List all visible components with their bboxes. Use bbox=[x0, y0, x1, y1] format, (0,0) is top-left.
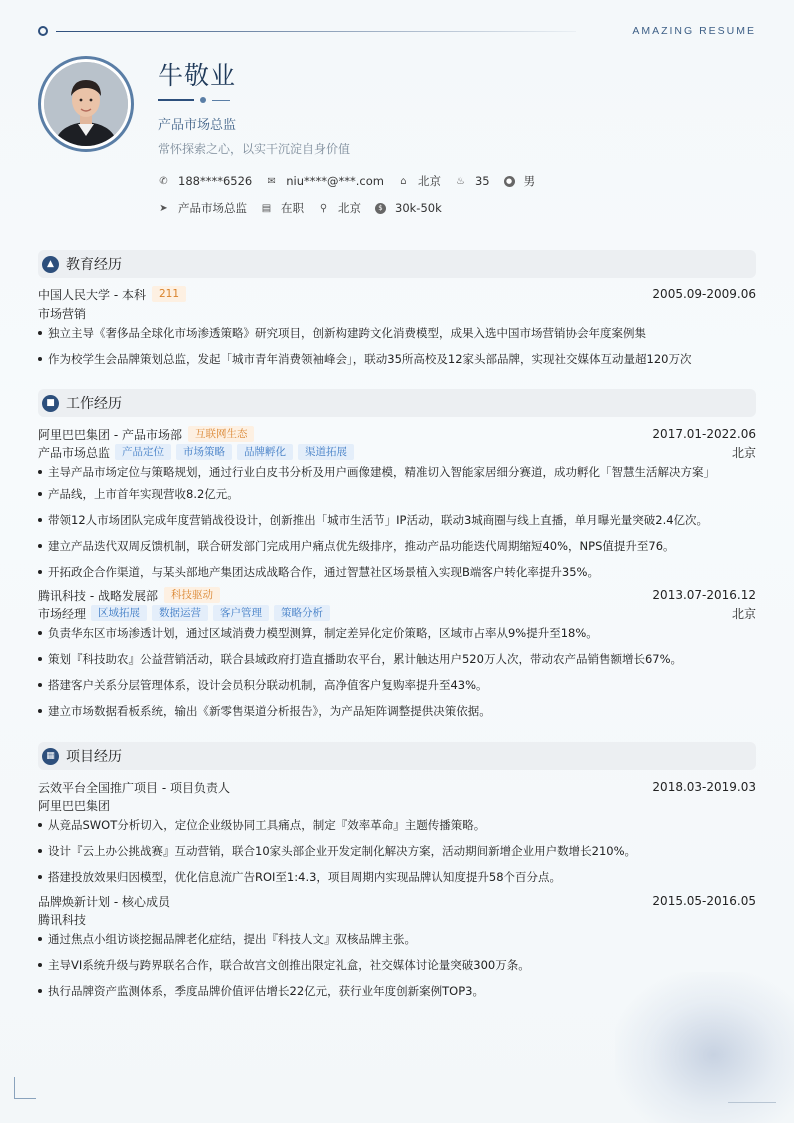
section-title: 教育经历 bbox=[66, 257, 122, 273]
list-item: 通过焦点小组访谈挖掘品牌老化症结，提出『科技人文』双核品牌主张。 bbox=[38, 928, 756, 950]
school-name: 中国人民大学 - 本科 bbox=[38, 287, 146, 302]
job-title: 产品市场总监 bbox=[158, 118, 237, 133]
project-org-line bbox=[38, 910, 756, 928]
company-name: 腾讯科技 - 战略发展部 bbox=[38, 588, 158, 603]
skill-tag: 渠道拓展 bbox=[298, 444, 354, 460]
job-role-line bbox=[38, 604, 756, 622]
job-city: 北京 bbox=[731, 445, 756, 460]
motto: 常怀探索之心，以实干沉淀自身价值 bbox=[158, 142, 351, 156]
email-text: niu****@***.com bbox=[286, 174, 384, 188]
phone-icon: ✆ bbox=[159, 175, 168, 187]
major: 市场营销 bbox=[38, 306, 87, 321]
brand-label: AMAZING RESUME bbox=[632, 25, 756, 37]
grid-icon: ▦ bbox=[42, 748, 59, 765]
project-org: 阿里巴巴集团 bbox=[38, 798, 111, 813]
corner-ornament bbox=[14, 1077, 36, 1099]
industry-tag: 互联网生态 bbox=[188, 426, 255, 442]
phone-info bbox=[158, 174, 252, 188]
project-org: 腾讯科技 bbox=[38, 912, 87, 927]
list-item: 从竞品SWOT分析切入，定位企业级协同工具痛点，制定『效率革命』主题传播策略。 bbox=[38, 814, 756, 836]
job-entry-header bbox=[38, 586, 756, 604]
footer-line-ornament bbox=[728, 1102, 776, 1103]
list-item: 主导产品市场定位与策略规划，通过行业白皮书分析及用户画像建模，精准切入智能家居细分赛道，成功孵化「智慧生活解决方案」 bbox=[38, 461, 756, 483]
list-item: 搭建客户关系分层管理体系，设计会员积分联动机制，高净值客户复购率提升至43%。 bbox=[38, 674, 756, 696]
candidate-name: 牛敬业 bbox=[158, 61, 237, 90]
skill-tag: 产品定位 bbox=[115, 444, 171, 460]
cake-icon: ♨ bbox=[455, 175, 465, 187]
intended-city-text: 北京 bbox=[338, 201, 361, 215]
briefcase-icon: ■ bbox=[42, 395, 59, 412]
intended-position-text: 产品市场总监 bbox=[178, 201, 247, 215]
school-tag: 211 bbox=[152, 286, 186, 302]
project-entry-header bbox=[38, 778, 756, 796]
job-intention-row bbox=[158, 200, 456, 216]
name-underline-decoration bbox=[158, 96, 238, 104]
job-entry-header bbox=[38, 425, 756, 443]
section-title: 项目经历 bbox=[66, 749, 122, 765]
background-blur-decoration bbox=[615, 972, 794, 1123]
gender-info bbox=[504, 173, 536, 189]
list-item: 搭建投放效果归因模型，优化信息流广告ROI至1:4.3，项目周期内实现品牌认知度提升58个百分点。 bbox=[38, 866, 756, 888]
list-item: 执行品牌资产监测体系，季度品牌价值评估增长22亿元，获行业年度创新案例TOP3。 bbox=[38, 980, 756, 1002]
list-item: 主导VI系统升级与跨界联名合作，联合故宫文创推出限定礼盒，社交媒体讨论量突破300万条。 bbox=[38, 954, 756, 976]
age-info bbox=[455, 174, 490, 188]
education-date: 2005.09-2009.06 bbox=[652, 287, 756, 301]
skill-tag: 市场策略 bbox=[176, 444, 232, 460]
job-role-line bbox=[38, 443, 756, 461]
section-title: 工作经历 bbox=[66, 396, 122, 412]
briefcase-icon: ▤ bbox=[261, 202, 272, 214]
money-icon: $ bbox=[375, 203, 386, 214]
education-entry-header bbox=[38, 285, 756, 303]
avatar-frame bbox=[38, 56, 134, 152]
section-work bbox=[38, 389, 756, 417]
skill-tag: 数据运营 bbox=[152, 605, 208, 621]
gender-icon: ● bbox=[504, 176, 515, 187]
intended-city-info bbox=[318, 200, 361, 216]
education-major-line bbox=[38, 304, 756, 322]
project-name: 品牌焕新计划 - 核心成员 bbox=[38, 894, 170, 909]
job-date: 2017.01-2022.06 bbox=[652, 427, 756, 441]
project-date: 2018.03-2019.03 bbox=[652, 780, 756, 794]
location-icon: ⚲ bbox=[319, 202, 328, 214]
skill-tag: 品牌孵化 bbox=[237, 444, 293, 460]
job-date: 2013.07-2016.12 bbox=[652, 588, 756, 602]
list-item: 独立主导《奢侈品全球化市场渗透策略》研究项目，创新构建跨文化消费模型，成果入选中国市场营销协会年度案例集 bbox=[38, 322, 756, 344]
list-item: 开拓政企合作渠道，与某头部地产集团达成战略合作，通过智慧社区场景植入实现B端客户转化率提升35%。 bbox=[38, 561, 756, 583]
project-org-line bbox=[38, 796, 756, 814]
hometown-text: 北京 bbox=[417, 174, 441, 188]
list-item: 作为校学生会品牌策划总监，发起「城市青年消费领袖峰会」，联动35所高校及12家头部品牌，实现社交媒体互动量超120万次 bbox=[38, 348, 756, 370]
gender-text: 男 bbox=[523, 174, 536, 188]
list-item: 策划『科技助农』公益营销活动，联合县域政府打造直播助农平台，累计触达用户520万人次，带动农产品销售额增长67%。 bbox=[38, 648, 756, 670]
ring-ornament bbox=[38, 26, 48, 36]
salary-info bbox=[375, 201, 442, 215]
skill-tag: 策略分析 bbox=[274, 605, 330, 621]
section-education bbox=[38, 250, 756, 278]
contact-info-row bbox=[158, 173, 549, 189]
send-icon: ➤ bbox=[159, 202, 168, 214]
mail-icon: ✉ bbox=[267, 175, 276, 187]
job-role: 市场经理 bbox=[38, 606, 87, 621]
avatar bbox=[44, 62, 128, 146]
job-role: 产品市场总监 bbox=[38, 445, 111, 460]
project-entry-header bbox=[38, 892, 756, 910]
list-item: 建立市场数据看板系统，输出《新零售渠道分析报告》，为产品矩阵调整提供决策依据。 bbox=[38, 700, 756, 722]
project-name: 云效平台全国推广项目 - 项目负责人 bbox=[38, 780, 230, 795]
status-text: 在职 bbox=[281, 201, 304, 215]
list-item: 带领12人市场团队完成年度营销战役设计，创新推出「城市生活节」IP活动，联动3城商圈与线上直播，单月曝光量突破2.4亿次。 bbox=[38, 509, 756, 531]
list-item: 建立产品迭代双周反馈机制，联合研发部门完成用户痛点优先级排序，推动产品功能迭代周期缩短40%，NPS值提升至76。 bbox=[38, 535, 756, 557]
email-info bbox=[266, 174, 384, 188]
home-icon: ⌂ bbox=[400, 175, 407, 187]
job-city: 北京 bbox=[731, 606, 756, 621]
salary-text: 30k-50k bbox=[395, 201, 442, 215]
header-divider-line bbox=[56, 31, 576, 32]
company-name: 阿里巴巴集团 - 产品市场部 bbox=[38, 427, 182, 442]
list-item: 设计『云上办公挑战赛』互动营销，联合10家头部企业开发定制化解决方案，活动期间新增企业用户数增长210%。 bbox=[38, 840, 756, 862]
person-photo-icon bbox=[44, 62, 128, 146]
skill-tag: 区域拓展 bbox=[91, 605, 147, 621]
industry-tag: 科技驱动 bbox=[164, 587, 220, 603]
skill-tag: 客户管理 bbox=[213, 605, 269, 621]
section-projects bbox=[38, 742, 756, 770]
graduation-cap-icon: ▲ bbox=[42, 256, 59, 273]
list-item-continuation bbox=[38, 483, 756, 505]
list-item-continuation-text: 产品线，上市首年实现营收8.2亿元。 bbox=[48, 487, 239, 501]
project-date: 2015.05-2016.05 bbox=[652, 894, 756, 908]
age-text: 35 bbox=[474, 174, 490, 188]
list-item: 负责华东区市场渗透计划，通过区域消费力模型测算，制定差异化定价策略，区域市占率从9%提升至18%。 bbox=[38, 622, 756, 644]
intended-position-info bbox=[158, 200, 247, 216]
hometown-info bbox=[398, 173, 441, 189]
phone-text: 188****6526 bbox=[178, 174, 253, 188]
status-info bbox=[261, 200, 304, 216]
